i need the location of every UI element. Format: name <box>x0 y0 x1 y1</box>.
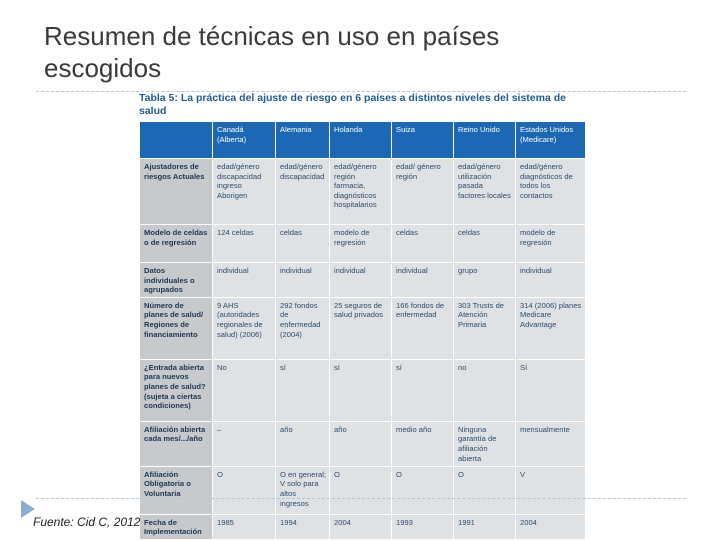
table-cell: Sí <box>516 359 586 421</box>
table-cell: celdas <box>454 225 516 263</box>
table-cell: año <box>276 421 330 466</box>
table-cell: edad/género diagnósticos de todos los contactos <box>516 159 586 225</box>
table-cell: mensualmente <box>516 421 586 466</box>
table-cell: 1991 <box>454 514 516 539</box>
table-cell: edad/ género región <box>392 159 454 225</box>
table-cell: 25 seguros de salud privados <box>330 297 392 359</box>
row-header: Ajustadores de riesgos Actuales <box>140 159 213 225</box>
table-cell: sí <box>392 359 454 421</box>
table-cell: individual <box>276 263 330 298</box>
row-header: Modelo de celdas o de regresión <box>140 225 213 263</box>
table-cell: O <box>454 466 516 514</box>
table-cell: 292 fondos de enfermedad (2004) <box>276 297 330 359</box>
table-cell: No <box>213 359 276 421</box>
table-cell: 1994 <box>276 514 330 539</box>
table-cell: modelo de regresión <box>330 225 392 263</box>
column-header: Holanda <box>330 122 392 159</box>
table-row <box>140 514 586 539</box>
row-header: Afiliación Obligatoria o Voluntaria <box>140 466 213 514</box>
table-cell: medio año <box>392 421 454 466</box>
table-cell: no <box>454 359 516 421</box>
table-cell: 124 celdas <box>213 225 276 263</box>
table-grid <box>139 121 585 539</box>
row-header: Fecha de Implementación <box>140 514 213 539</box>
header-corner-cell <box>140 122 213 159</box>
table-cell: Ninguna garantía de afiliación abierta <box>454 421 516 466</box>
column-header: Canadá (Alberta) <box>213 122 276 159</box>
table-cell: 2004 <box>516 514 586 539</box>
table-cell: celdas <box>276 225 330 263</box>
table-cell: sí <box>330 359 392 421</box>
slide-title: Resumen de técnicas en uso en países escogidos <box>44 21 500 83</box>
table-cell: O <box>213 466 276 514</box>
table-row <box>140 263 586 298</box>
row-header: Número de planes de salud/ Regiones de financiamiento <box>140 297 213 359</box>
table-cell: 1993 <box>392 514 454 539</box>
table-cell: O en general; V solo para altos ingresos <box>276 466 330 514</box>
table-cell: O <box>392 466 454 514</box>
table-row <box>140 466 586 514</box>
table-cell: modelo de regresión <box>516 225 586 263</box>
table-cell: individual <box>330 263 392 298</box>
table-header-row <box>140 122 586 159</box>
table-cell: individual <box>392 263 454 298</box>
table-cell: V <box>516 466 586 514</box>
row-header: ¿Entrada abierta para nuevos planes de salud? (sujeta a ciertas condiciones) <box>140 359 213 421</box>
table-cell: – <box>213 421 276 466</box>
column-header: Estados Unidos (Medicare) <box>516 122 586 159</box>
row-header: Afiliación abierta cada mes/.../año <box>140 421 213 466</box>
row-header: Datos individuales o agrupados <box>140 263 213 298</box>
table-cell: año <box>330 421 392 466</box>
column-header: Suiza <box>392 122 454 159</box>
table-cell: edad/género región farmacia, diagnósticos hospitalarios <box>330 159 392 225</box>
table-cell: sí <box>276 359 330 421</box>
table-cell: 1985 <box>213 514 276 539</box>
table-cell: celdas <box>392 225 454 263</box>
table-cell: 2004 <box>330 514 392 539</box>
table-cell: grupo <box>454 263 516 298</box>
risk-adjustment-table <box>139 121 585 539</box>
table-caption: Tabla 5: La práctica del ajuste de riesgo en 6 países a distintos niveles del sistema de salud <box>139 92 566 117</box>
table-row <box>140 225 586 263</box>
table-cell: individual <box>213 263 276 298</box>
table-row <box>140 159 586 225</box>
table-cell: 314 (2006) planes Medicare Advantage <box>516 297 586 359</box>
table-cell: edad/género discapacidad <box>276 159 330 225</box>
table-cell: 303 Trusts de Atención Primaria <box>454 297 516 359</box>
footer-divider <box>36 498 686 499</box>
column-header: Alemania <box>276 122 330 159</box>
column-header: Reino Unido <box>454 122 516 159</box>
table-row <box>140 421 586 466</box>
table-row <box>140 359 586 421</box>
table-row <box>140 297 586 359</box>
table-cell: 166 fondos de enfermedad <box>392 297 454 359</box>
table-cell: edad/género discapacidad ingreso Aborigen <box>213 159 276 225</box>
table-cell: 9 AHS (autoridades regionales de salud) (2006) <box>213 297 276 359</box>
table-cell: individual <box>516 263 586 298</box>
table-cell: edad/género utilización pasada factores locales <box>454 159 516 225</box>
source-citation: Fuente: Cid C, 2012 <box>33 515 141 529</box>
table-cell: O <box>330 466 392 514</box>
